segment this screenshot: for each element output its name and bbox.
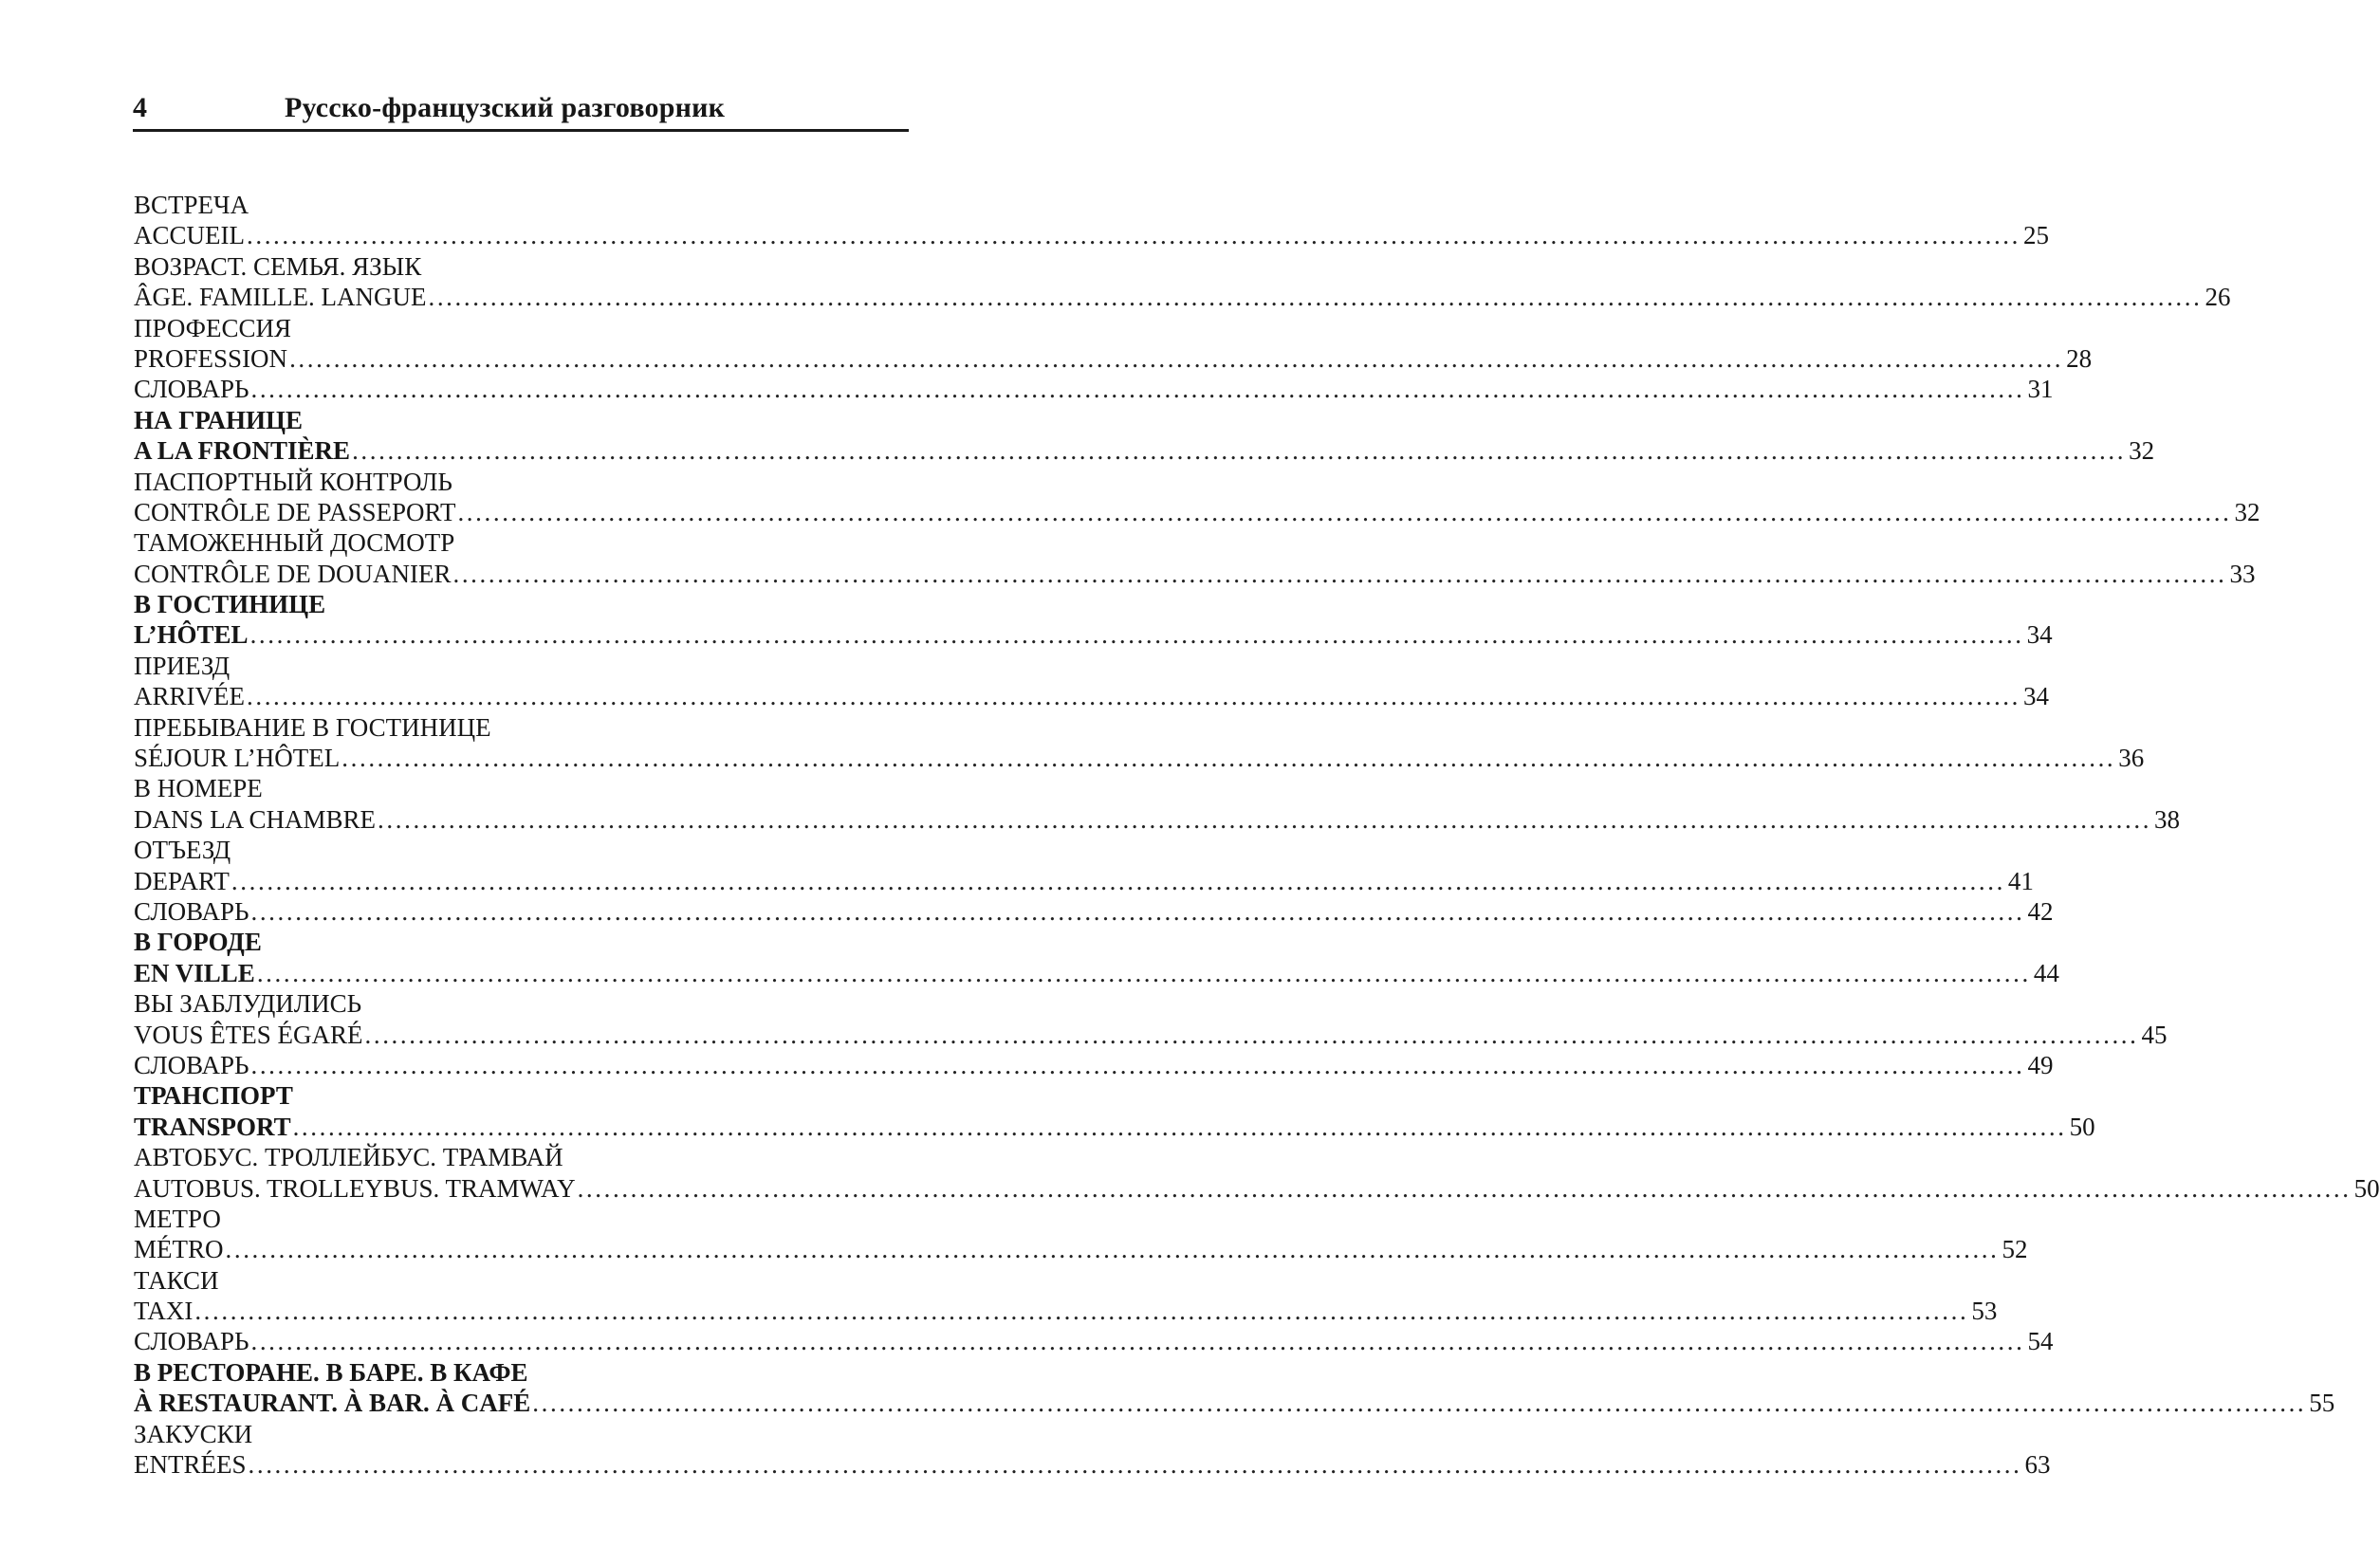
toc-page-number: 28 — [2066, 343, 2093, 373]
toc-page-number: 49 — [2027, 1050, 2054, 1079]
toc-entry-title: À RESTAURANT. À BAR. À CAFÉ — [134, 1389, 531, 1418]
toc-entry-title: В ГОРОДЕ — [134, 928, 262, 957]
toc-page-number: 32 — [2234, 497, 2260, 526]
toc-page-number: 50 — [2069, 1112, 2095, 1141]
toc-page-number: 54 — [2027, 1327, 2054, 1356]
dot-leader: ........................................................................................................................................................................................................ — [250, 896, 2025, 926]
toc-entry-title: ПРОФЕССИЯ — [134, 313, 292, 342]
toc-entry-title: CONTRÔLE DE DOUANIER — [134, 559, 452, 588]
toc-subheading — [134, 712, 916, 743]
toc-entry — [134, 1050, 2054, 1080]
toc-page-number: 63 — [2024, 1450, 2051, 1480]
dot-leader: ........................................................................................................................................................................................................ — [256, 958, 2031, 987]
toc-entry-title: СЛОВАРЬ — [134, 1050, 249, 1079]
toc-page-number: 26 — [2205, 283, 2231, 312]
toc-page-number: 33 — [2229, 559, 2256, 588]
running-head — [133, 91, 909, 132]
toc-entry-title: ЗАКУСКИ — [134, 1419, 253, 1448]
dot-leader: ........................................................................................................................................................................................................ — [248, 1450, 2022, 1480]
toc-entry-title: TRANSPORT — [134, 1112, 291, 1141]
toc-section-heading — [134, 589, 916, 619]
toc-entry — [134, 1296, 1998, 1326]
toc-entry-title: A LA FRONTIÈRE — [134, 436, 351, 466]
toc-page-number: 55 — [2309, 1389, 2335, 1418]
dot-leader: ........................................................................................................................................................................................................ — [352, 436, 2127, 466]
dot-leader: ........................................................................................................................................................................................................ — [577, 1173, 2352, 1203]
toc-entry-title: ÂGE. FAMILLE. LANGUE — [134, 283, 427, 312]
toc-entry-title: L’HÔTEL — [134, 620, 249, 650]
toc-subheading — [134, 835, 916, 865]
toc-entry — [134, 1388, 2335, 1418]
toc-page-number: 38 — [2154, 804, 2181, 834]
toc-entry — [134, 896, 2054, 927]
toc-page-number: 45 — [2141, 1020, 2168, 1049]
toc-page-number: 34 — [2023, 682, 2049, 711]
toc-entry-title: TAXI — [134, 1297, 194, 1326]
toc-subheading — [134, 773, 916, 803]
toc-subheading — [134, 1419, 916, 1449]
toc-entry-title: ТРАНСПОРТ — [134, 1081, 293, 1111]
toc-page-number: 32 — [2129, 436, 2155, 466]
dot-leader: ........................................................................................................................................................................................................ — [194, 1297, 1969, 1326]
toc-entry-title: ARRIVÉE — [134, 682, 245, 711]
toc-entry-title: ПРИЕЗД — [134, 651, 231, 680]
dot-leader: ........................................................................................................................................................................................................ — [289, 343, 2064, 373]
toc-entry — [134, 1449, 2051, 1480]
dot-leader: ........................................................................................................................................................................................................ — [247, 221, 2020, 250]
dot-leader: ........................................................................................................................................................................................................ — [378, 804, 2152, 834]
dot-leader: ........................................................................................................................................................................................................ — [247, 682, 2020, 711]
page-number: 4 — [133, 92, 147, 123]
toc-section-heading — [134, 1080, 916, 1111]
toc-entry-title: В ГОСТИНИЦЕ — [134, 590, 326, 619]
toc-entry-title: EN VILLE — [134, 958, 255, 987]
toc-page-number: 50 — [2353, 1173, 2380, 1203]
toc-subheading — [134, 988, 916, 1019]
toc-entry — [134, 1112, 2095, 1142]
toc-entry-title: PROFESSION — [134, 343, 288, 373]
toc-entry-title: СЛОВАРЬ — [134, 375, 249, 404]
toc-entry-title: ТАМОЖЕННЫЙ ДОСМОТР — [134, 528, 455, 558]
toc-entry — [134, 374, 2054, 404]
toc-section-heading — [134, 405, 916, 435]
toc-entry-title: ПРЕБЫВАНИЕ В ГОСТИНИЦЕ — [134, 712, 491, 742]
toc-entry — [134, 743, 2145, 773]
toc-entry — [134, 681, 2049, 711]
toc-entry-title: VOUS ÊTES ÉGARÉ — [134, 1020, 363, 1049]
toc-page-number: 44 — [2033, 958, 2059, 987]
toc-entry-title: DANS LA CHAMBRE — [134, 804, 377, 834]
toc-subheading — [134, 1265, 916, 1296]
dot-leader: ........................................................................................................................................................................................................ — [292, 1112, 2067, 1141]
dot-leader: ........................................................................................................................................................................................................ — [428, 283, 2203, 312]
toc-entry — [134, 497, 2260, 527]
toc-page-number: 42 — [2027, 896, 2054, 926]
toc-entry-title: ВЫ ЗАБЛУДИЛИСЬ — [134, 989, 362, 1019]
toc-subheading — [134, 1204, 916, 1234]
toc-subheading — [134, 251, 916, 282]
dot-leader: ........................................................................................................................................................................................................ — [250, 1050, 2025, 1079]
toc-entry-title: МЕТРО — [134, 1204, 221, 1233]
toc-entry — [134, 958, 2059, 988]
dot-leader: ........................................................................................................................................................................................................ — [364, 1020, 2139, 1049]
dot-leader: ........................................................................................................................................................................................................ — [532, 1389, 2307, 1418]
toc-entry-title: ОТЪЕЗД — [134, 836, 231, 865]
dot-leader: ........................................................................................................................................................................................................ — [231, 866, 2005, 895]
toc-entry-title: АВТОБУС. ТРОЛЛЕЙБУС. ТРАМВАЙ — [134, 1143, 563, 1172]
dot-leader: ........................................................................................................................................................................................................ — [457, 497, 2232, 526]
toc-subheading — [134, 527, 916, 558]
toc-entry — [134, 220, 2049, 250]
toc-entry — [134, 559, 2256, 589]
toc-entry — [134, 1234, 2028, 1264]
toc-entry-title: ТАКСИ — [134, 1265, 219, 1295]
toc-subheading — [134, 651, 916, 681]
dot-leader: ........................................................................................................................................................................................................ — [250, 375, 2025, 404]
toc-entry-title: СЛОВАРЬ — [134, 1327, 249, 1356]
toc-page-number: 53 — [1971, 1297, 1998, 1326]
toc-subheading — [134, 1142, 916, 1172]
dot-leader: ........................................................................................................................................................................................................ — [225, 1235, 2000, 1264]
toc-entry-title: ENTRÉES — [134, 1450, 247, 1480]
toc-entry-title: В РЕСТОРАНЕ. В БАРЕ. В КАФЕ — [134, 1357, 528, 1387]
dot-leader: ........................................................................................................................................................................................................ — [249, 620, 2024, 650]
toc-entry-title: ВОЗРАСТ. СЕМЬЯ. ЯЗЫК — [134, 251, 422, 281]
toc-entry-title: СЛОВАРЬ — [134, 896, 249, 926]
toc-subheading — [134, 467, 916, 497]
table-of-contents — [134, 190, 2380, 1480]
toc-entry — [134, 343, 2093, 374]
toc-page-number: 25 — [2023, 221, 2049, 250]
toc-entry-title: НА ГРАНИЦЕ — [134, 405, 303, 434]
toc-entry-title: MÉTRO — [134, 1235, 224, 1264]
toc-entry-title: CONTRÔLE DE PASSEPORT — [134, 497, 456, 526]
toc-entry — [134, 1326, 2054, 1356]
toc-entry-title: ACCUEIL — [134, 221, 245, 250]
dot-leader: ........................................................................................................................................................................................................ — [341, 744, 2116, 773]
toc-entry-title: В НОМЕРЕ — [134, 774, 263, 803]
toc-entry — [134, 866, 2034, 896]
toc-section-heading — [134, 1357, 916, 1388]
toc-page-number: 34 — [2026, 620, 2053, 650]
toc-subheading — [134, 313, 916, 343]
toc-entry-title: SÉJOUR L’HÔTEL — [134, 744, 341, 773]
dot-leader: ........................................................................................................................................................................................................ — [452, 559, 2227, 588]
toc-entry — [134, 1020, 2168, 1050]
toc-page-number: 31 — [2027, 375, 2054, 404]
toc-page-number: 36 — [2118, 744, 2145, 773]
book-title: Русско-французский разговорник — [285, 92, 726, 123]
toc-entry — [134, 435, 2155, 466]
toc-page-number: 41 — [2007, 866, 2034, 895]
toc-entry — [134, 619, 2053, 650]
toc-section-heading — [134, 927, 916, 957]
toc-page-number: 52 — [2002, 1235, 2028, 1264]
toc-entry-title: ПАСПОРТНЫЙ КОНТРОЛЬ — [134, 467, 452, 496]
toc-entry-title: DEPART — [134, 866, 230, 895]
dot-leader: ........................................................................................................................................................................................................ — [250, 1327, 2025, 1356]
toc-entry-title: AUTOBUS. TROLLEYBUS. TRAMWAY — [134, 1173, 576, 1203]
toc-entry — [134, 1173, 2380, 1204]
toc-subheading — [134, 190, 916, 220]
toc-entry — [134, 282, 2231, 312]
toc-entry-title: ВСТРЕЧА — [134, 191, 249, 219]
toc-entry — [134, 804, 2181, 835]
